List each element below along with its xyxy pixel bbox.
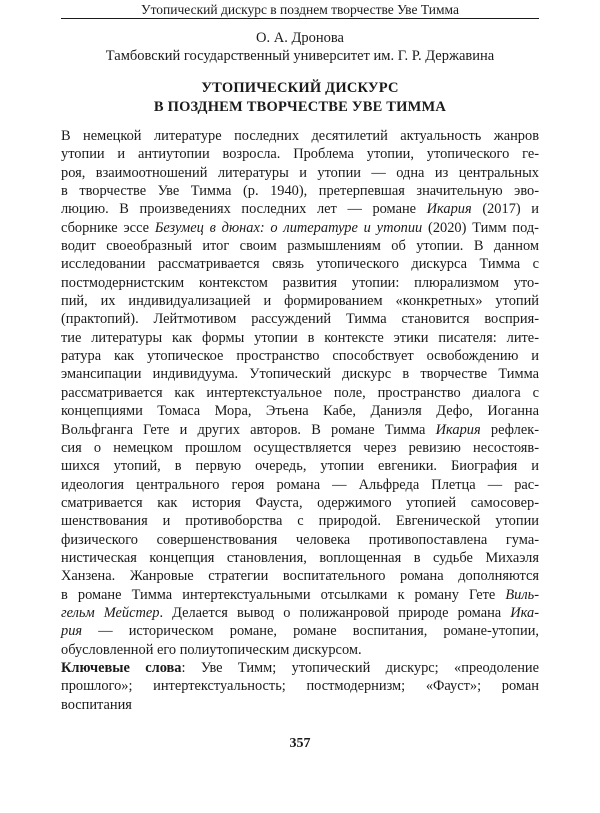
- abstract-line: тие литературы как формы утопии в контексте этики писателя: лите-: [61, 329, 539, 346]
- abstract-line: сматривается как история Фауста, одержимого утопией самосовер-: [61, 494, 539, 511]
- abstract-line: Вольфганга Гете и других авторов. В романе Тимма Икария рефлек-: [61, 421, 539, 438]
- keywords-line: [61, 659, 539, 677]
- abstract-line: утопии и антиутопии возросла. Проблема утопии, утопического ге-: [61, 146, 539, 163]
- abstract-line: постмодернистским контекстом развития утопии: плюрализмом уто-: [61, 274, 539, 291]
- keywords-label: Ключевые слова: [61, 659, 182, 676]
- keywords-line: прошлого»; интертекстуальность; постмодернизм; «Фауст»; роман: [61, 678, 539, 695]
- article-title: [61, 79, 539, 117]
- author-affiliation: Тамбовский государственный университет им. Г. Р. Державина: [105, 48, 495, 64]
- keywords-line: воспитания: [61, 696, 132, 713]
- abstract-line: люцию. В произведениях последних лет — романе Икария (2017) и: [61, 201, 539, 218]
- abstract-line: рия — историческом романе, романе воспитания, романе-утопии,: [61, 623, 539, 640]
- abstract-line: роя, взаимоотношений литературы и утопии — одна из центральных: [61, 164, 539, 181]
- abstract-line: нистическая концепция становления, воплощенная в судьбе Михаэля: [61, 549, 539, 566]
- title-line: В ПОЗДНЕМ ТВОРЧЕСТВЕ УВЕ ТИММА: [153, 99, 447, 115]
- keywords-text: : Уве Тимм; утопический дискурс; «преодоление: [181, 659, 539, 676]
- abstract-line: водит своеобразный итог своим размышлениям об утопии. В данном: [61, 238, 539, 255]
- abstract-line: концепциями Томаса Мора, Этьена Кабе, Даниэля Дефо, Иоганна: [61, 403, 539, 420]
- abstract-line: эмансипации индивидуума. Утопический дискурс в творчестве Тимма: [61, 366, 539, 383]
- abstract-line: рассматривается как интертекстуальное поле, пространство диалога с: [61, 384, 539, 401]
- running-head: Утопический дискурс в позднем творчестве Уве Тимма: [61, 0, 539, 19]
- abstract-line: обусловленной его полиутопическим дискурсом.: [61, 641, 362, 658]
- title-line: УТОПИЧЕСКИЙ ДИСКУРС: [201, 80, 399, 96]
- author-name: О. А. Дронова: [256, 30, 344, 46]
- abstract-line: шенствования и противоборства с природой. Евгенической утопии: [61, 513, 539, 530]
- abstract-line: исследовании рассматривается связь утопического дискурса Тимма с: [61, 256, 539, 273]
- abstract-line: сия о немецком прошлом осуществляется через ревизию несостояв-: [61, 439, 539, 456]
- abstract-line: физического совершенствования человека противопоставлена гума-: [61, 531, 539, 548]
- abstract-line: в творчестве Уве Тимма (р. 1940), претерпевшая значительную эво-: [61, 183, 539, 200]
- abstract: [61, 127, 539, 714]
- abstract-line: пий, их индивидуализацией и формированием «конкретных» утопий: [61, 293, 539, 310]
- abstract-line: сборнике эссе Безумец в дюнах: о литературе и утопии (2020) Тимм под-: [61, 219, 539, 236]
- abstract-line: Ханзена. Жанровые стратегии воспитательного романа дополняются: [61, 568, 539, 585]
- abstract-line: в романе Тимма интертекстуальными отсылками к роману Гете Виль-: [61, 586, 539, 603]
- abstract-line: ратура как утопическое пространство способствует освобождению и: [61, 348, 539, 365]
- abstract-line: шихся утопий, в первую очередь, утопии евгеники. Биография и: [61, 458, 539, 475]
- abstract-line: В немецкой литературе последних десятилетий актуальность жанров: [61, 128, 539, 144]
- abstract-line: (практопий). Лейтмотивом рассуждений Тимма становится восприя-: [61, 311, 539, 328]
- abstract-line: гельм Мейстер. Делается вывод о полижанровой природе романа Ика-: [61, 604, 539, 621]
- abstract-line: идеология центрального героя романа — Альфреда Плетца — рас-: [61, 476, 539, 493]
- page-number: 357: [289, 736, 311, 751]
